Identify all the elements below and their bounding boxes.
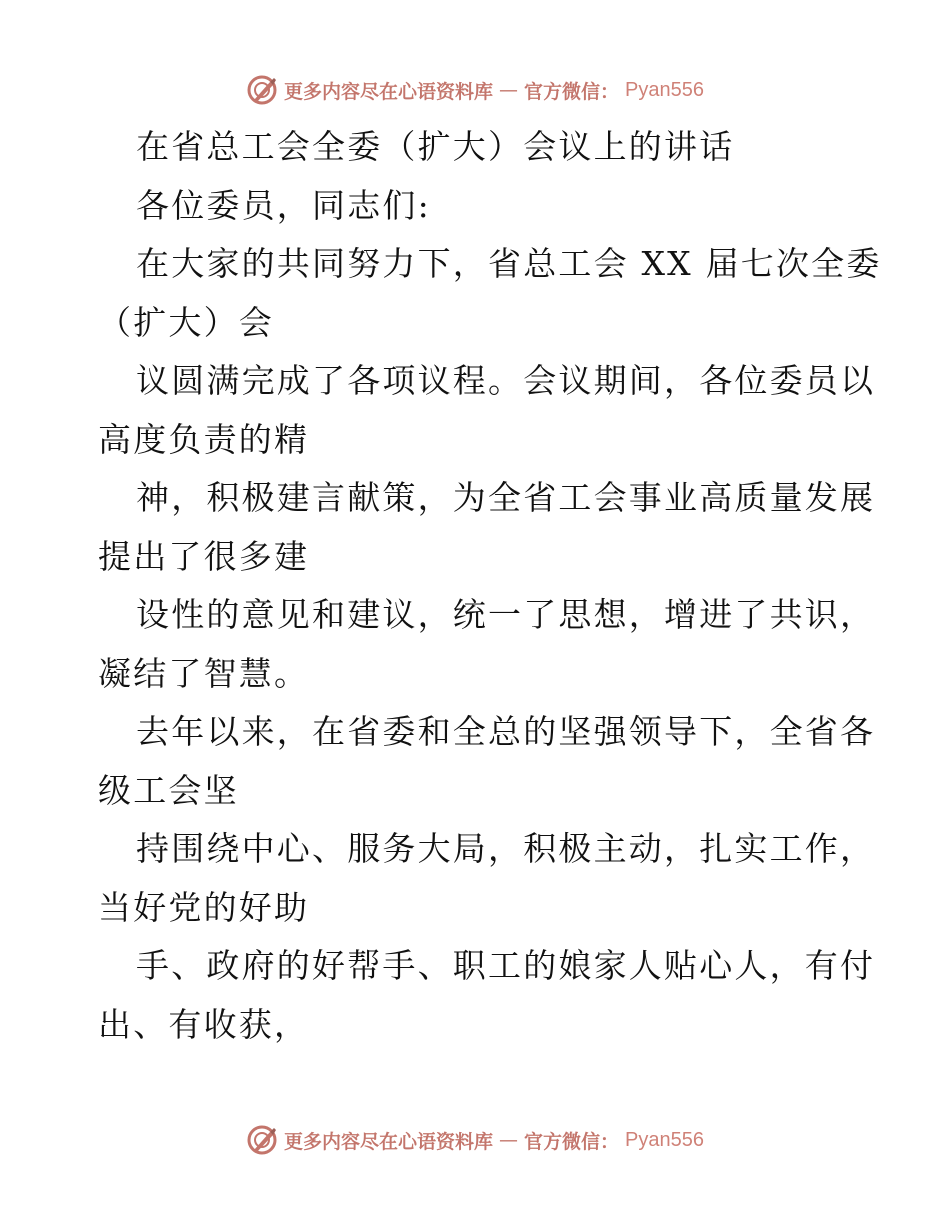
watermark-label: 官方微信： (524, 1130, 620, 1153)
paragraph-line: 神，积极建言献策，为全省工会事业高质量发展 (136, 478, 876, 517)
paragraph-line: 提出了很多建 (98, 536, 310, 576)
paragraph-line: 持围绕中心、服务大局，积极主动，扎实工作， (136, 829, 876, 868)
watermark-text: 更多内容尽在心语资料库 (284, 1130, 494, 1153)
document-body (98, 118, 882, 1054)
header-watermark (0, 70, 950, 110)
watermark-id: Pyan556 (625, 78, 704, 101)
paragraph-line: 议圆满完成了各项议程。会议期间，各位委员以 (136, 361, 876, 400)
watermark-label: 官方微信： (524, 80, 620, 103)
salutation: 各位委员，同志们: (136, 185, 431, 225)
paragraph-line: 手、政府的好帮手、职工的娘家人贴心人，有付 (136, 946, 876, 985)
paragraph-line: （扩大）会 (98, 302, 274, 342)
pen-logo-icon (246, 74, 278, 106)
footer-watermark (0, 1120, 950, 1160)
paragraph-line: 去年以来，在省委和全总的坚强领导下，全省各 (136, 712, 876, 751)
paragraph-line: 设性的意见和建议，统一了思想，增进了共识， (136, 595, 876, 634)
watermark-separator: — (499, 79, 519, 101)
pen-logo-icon (246, 1124, 278, 1156)
watermark-group (246, 74, 704, 106)
watermark-group (246, 1124, 704, 1156)
watermark-text: 更多内容尽在心语资料库 (284, 80, 494, 103)
paragraph-line: 出、有收获， (98, 1004, 310, 1044)
paragraph-line: 级工会坚 (98, 770, 239, 810)
paragraph-line: 高度负责的精 (98, 419, 310, 459)
document-title: 在省总工会全委（扩大）会议上的讲话 (136, 127, 735, 166)
paragraph-line: 在大家的共同努力下，省总工会 XX 届七次全委 (136, 244, 882, 283)
paragraph-line: 凝结了智慧。 (98, 653, 310, 693)
watermark-id: Pyan556 (625, 1128, 704, 1151)
watermark-separator: — (499, 1129, 519, 1151)
paragraph-line: 当好党的好助 (98, 887, 310, 927)
